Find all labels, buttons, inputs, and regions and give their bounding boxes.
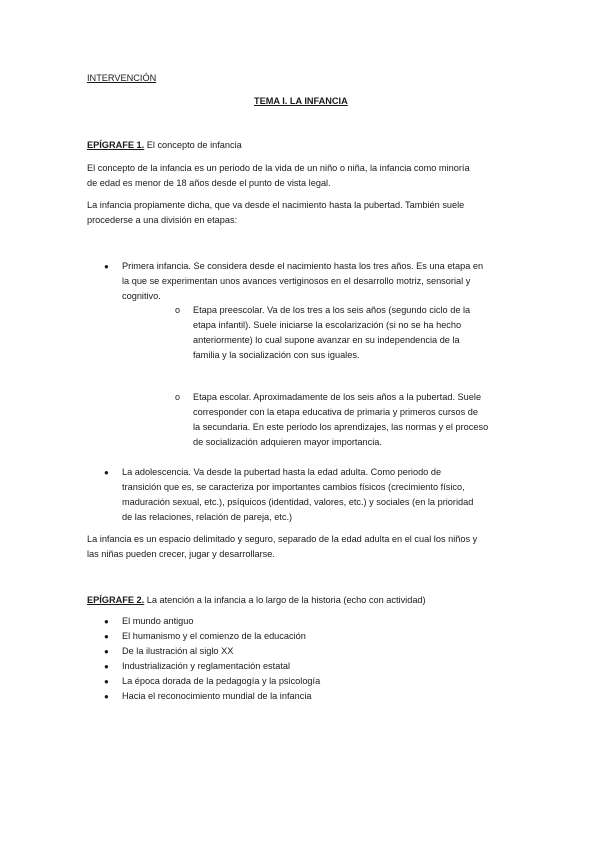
list-item-label: El humanismo y el comienzo de la educación xyxy=(122,631,306,641)
paragraph-line: La infancia es un espacio delimitado y seguro, separado de la edad adulta en el cual los niños y xyxy=(87,534,478,544)
paragraph-line: de edad es menor de 18 años desde el punto de vista legal. xyxy=(87,178,331,188)
list-item-label: Industrialización y reglamentación estatal xyxy=(122,661,291,671)
header-label: INTERVENCIÓN xyxy=(87,73,157,83)
epigraph-2-title: La atención a la infancia a lo largo de la historia (echo con actividad) xyxy=(144,595,426,605)
bullet-icon: ● xyxy=(104,262,109,271)
list-item-line: Etapa escolar. Aproximadamente de los seis años a la pubertad. Suele xyxy=(193,392,482,402)
list-item-line: maduración sexual, etc.), psíquicos (identidad, valores, etc.) y sociales (en la prioridad xyxy=(122,497,474,507)
paragraph-line: La infancia propiamente dicha, que va desde el nacimiento hasta la pubertad. También suele xyxy=(87,200,465,210)
list-item-line: Primera infancia. Se considera desde el nacimiento hasta los tres años. Es una etapa en xyxy=(122,261,484,271)
epigraph-1-heading xyxy=(87,138,242,153)
bullet-icon: ● xyxy=(104,662,109,671)
list-item-line: cognitivo. xyxy=(122,291,161,301)
sub-bullet-icon: o xyxy=(175,392,181,402)
bullet-icon: ● xyxy=(104,692,109,701)
list-item-line: Etapa preescolar. Va de los tres a los seis años (segundo ciclo de la xyxy=(193,305,471,315)
list-item-line: transición que es, se caracteriza por importantes cambios físicos (crecimiento físico, xyxy=(122,482,465,492)
bullet-icon: ● xyxy=(104,677,109,686)
epigraph-2-label: EPÍGRAFE 2. xyxy=(87,595,145,605)
paragraph-2 xyxy=(87,198,464,228)
list-item-line: de las relaciones, relación de pareja, etc.) xyxy=(122,512,293,522)
list-item-line: corresponder con la etapa educativa de primaria y primeros cursos de xyxy=(193,407,478,417)
sub-item-etapa-preescolar xyxy=(193,303,470,363)
list-item-line: La adolescencia. Va desde la pubertad hasta la edad adulta. Como periodo de xyxy=(122,467,442,477)
bullet-icon: ● xyxy=(104,468,109,477)
paragraph-line: El concepto de la infancia es un periodo de la vida de un niño o niña, la infancia como minoría xyxy=(87,163,470,173)
list-item-label: El mundo antiguo xyxy=(122,616,194,626)
list-item-label: De la ilustración al siglo XX xyxy=(122,646,234,656)
epigraph-1-label: EPÍGRAFE 1. xyxy=(87,140,145,150)
list-item-line: etapa infantil). Suele iniciarse la escolarización (si no se ha hecho xyxy=(193,320,462,330)
epigraph-2-heading xyxy=(87,593,426,608)
sub-bullet-icon: o xyxy=(175,305,181,315)
list-item-line: anteriormente) lo cual supone avanzar en su independencia de la xyxy=(193,335,460,345)
page-title: TEMA I. LA INFANCIA xyxy=(254,96,348,106)
list-item-line: familia y la socialización con sus iguales. xyxy=(193,350,360,360)
sub-item-etapa-escolar xyxy=(193,390,488,450)
list-item-primera-infancia xyxy=(122,259,483,304)
list-item-label: La época dorada de la pedagogía y la psicología xyxy=(122,676,321,686)
list-item-line: de socialización adquieren mayor importancia. xyxy=(193,437,382,447)
list-item-adolescencia xyxy=(122,465,473,525)
list-item-line: la secundaria. En este periodo los aprendizajes, las normas y el proceso xyxy=(193,422,489,432)
paragraph-1 xyxy=(87,161,470,191)
bullet-icon: ● xyxy=(104,647,109,656)
paragraph-3 xyxy=(87,532,477,562)
bullet-icon: ● xyxy=(104,617,109,626)
list-item-line: la que se experimentan unos avances vertiginosos en el desarrollo motriz, sensorial y xyxy=(122,276,471,286)
list-item-label: Hacia el reconocimiento mundial de la infancia xyxy=(122,691,312,701)
epigraph-1-title: El concepto de infancia xyxy=(144,140,242,150)
paragraph-line: procederse a una división en etapas: xyxy=(87,215,238,225)
paragraph-line: las niñas pueden crecer, jugar y desarrollarse. xyxy=(87,549,275,559)
bullet-icon: ● xyxy=(104,632,109,641)
